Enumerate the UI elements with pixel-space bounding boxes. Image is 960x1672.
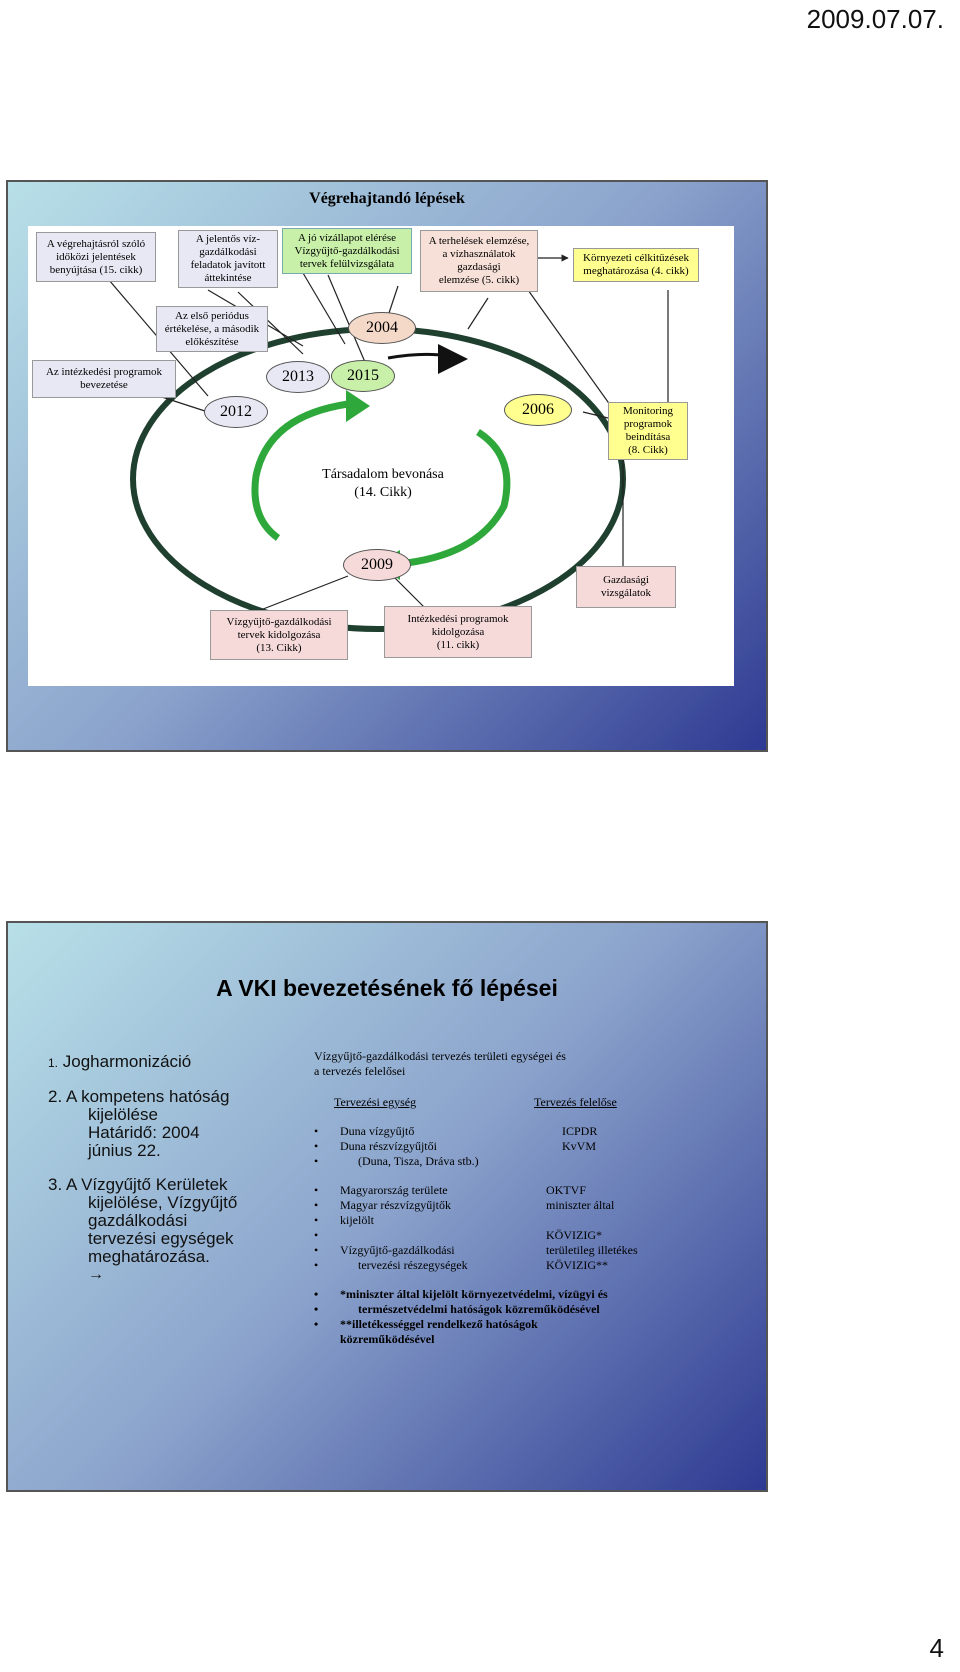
bullet-icon: • bbox=[314, 1139, 319, 1153]
table-row bbox=[314, 1213, 734, 1228]
responsible-body: KvVM bbox=[562, 1139, 597, 1153]
bullet-icon: • bbox=[314, 1228, 319, 1242]
footnote bbox=[314, 1317, 734, 1332]
table-row bbox=[314, 1154, 734, 1169]
footnote bbox=[314, 1332, 734, 1347]
responsible-body bbox=[546, 1213, 734, 1228]
footnote-text: **illetékességgel rendelkező hatóságok bbox=[340, 1317, 538, 1331]
bullet-icon: • bbox=[314, 1258, 319, 1272]
responsible-body: OKTVF bbox=[546, 1183, 587, 1197]
table-row bbox=[314, 1243, 734, 1258]
box-measures-development: Intézkedési programok kidolgozása (11. cikk) bbox=[384, 606, 532, 658]
bullet-icon bbox=[314, 1332, 340, 1347]
box-good-status-review: A jó vízállapot elérése Vízgyűjtő-gazdálkodási tervek felülvizsgálata bbox=[282, 228, 412, 274]
box-pressure-analysis: A terhelések elemzése, a vízhasználatok gazdasági elemzése (5. cikk) bbox=[420, 230, 538, 292]
table-row bbox=[314, 1183, 734, 1198]
box-rbmp-development: Vízgyűjtő-gazdálkodási tervek kidolgozása (13. Cikk) bbox=[210, 610, 348, 660]
footnote-text: természetvédelmi hatóságok közreműködésével bbox=[340, 1302, 600, 1316]
box-water-issues-review: A jelentős víz- gazdálkodási feladatok javított áttekintése bbox=[178, 230, 278, 288]
header-date: 2009.07.07. bbox=[806, 4, 944, 34]
bullet-icon: • bbox=[314, 1317, 319, 1331]
planning-unit: tervezési részegységek bbox=[340, 1258, 468, 1272]
year-2006: 2006 bbox=[504, 394, 572, 426]
planning-unit: kijelölt bbox=[340, 1213, 374, 1227]
page-number: 4 bbox=[929, 1633, 944, 1663]
bullet-icon: • bbox=[314, 1124, 319, 1138]
responsible-body: területileg illetékes bbox=[546, 1243, 638, 1257]
bullet-icon: • bbox=[314, 1154, 319, 1168]
bullet-icon: • bbox=[314, 1213, 319, 1227]
list-item: 3. A Vízgyűjtő Kerületek kijelölése, Vízgyűjtő gazdálkodási tervezési egységek meghatározása. → bbox=[48, 1176, 288, 1284]
slide-vki-steps bbox=[6, 921, 768, 1492]
bullet-icon: • bbox=[314, 1183, 319, 1197]
planning-units-panel bbox=[314, 1049, 734, 1347]
planning-unit: Magyar részvízgyűjtők bbox=[340, 1198, 451, 1212]
planning-unit: Duna vízgyűjtő bbox=[340, 1124, 415, 1138]
planning-unit: Magyarország területe bbox=[340, 1183, 448, 1197]
panel-intro: a tervezés felelősei bbox=[314, 1064, 406, 1078]
responsible-body bbox=[546, 1154, 734, 1169]
green-arrow-top-icon bbox=[346, 390, 370, 422]
table-row bbox=[314, 1124, 734, 1139]
year-2012: 2012 bbox=[204, 396, 268, 428]
box-environmental-objectives: Környezeti célkitűzések meghatározása (4. cikk) bbox=[573, 248, 699, 282]
table-row bbox=[314, 1198, 734, 1213]
planning-unit: Duna részvízgyűjtői bbox=[340, 1139, 437, 1153]
box-interim-reports: A végrehajtásról szóló időközi jelentések benyújtása (15. cikk) bbox=[36, 232, 156, 282]
box-economic-studies: Gazdasági vizsgálatok bbox=[576, 566, 676, 608]
list-item: 2. A kompetens hatóság kijelölése Határidő: 2004 június 22. bbox=[48, 1087, 230, 1160]
year-2015: 2015 bbox=[331, 360, 395, 392]
footnote-text: *miniszter által kijelölt környezetvédelmi, vízügyi és bbox=[340, 1287, 608, 1301]
planning-unit bbox=[340, 1228, 546, 1243]
footnote bbox=[314, 1287, 734, 1302]
planning-unit: Vízgyűjtő-gazdálkodási bbox=[340, 1243, 455, 1257]
public-participation-label: Társadalom bevonása (14. Cikk) bbox=[322, 467, 444, 500]
year-2004: 2004 bbox=[348, 312, 416, 344]
box-measures-introduction: Az intézkedési programok bevezetése bbox=[32, 360, 176, 398]
responsible-body: KÖVIZIG* bbox=[546, 1228, 602, 1242]
year-2013: 2013 bbox=[266, 361, 330, 393]
slide-steps bbox=[6, 180, 768, 752]
box-monitoring: Monitoring programok beindítása (8. Cikk) bbox=[608, 402, 688, 460]
bullet-icon: • bbox=[314, 1287, 319, 1301]
column-header-responsible: Tervezés felelőse bbox=[534, 1095, 617, 1109]
responsible-body: miniszter által bbox=[546, 1198, 615, 1212]
footnote-text: közreműködésével bbox=[340, 1332, 435, 1346]
planning-unit: (Duna, Tisza, Dráva stb.) bbox=[340, 1154, 479, 1168]
bullet-icon: • bbox=[314, 1243, 319, 1257]
table-row bbox=[314, 1139, 734, 1154]
list-item: 1. Jogharmonizáció bbox=[48, 1052, 192, 1071]
year-2009: 2009 bbox=[343, 549, 411, 581]
responsible-body: KÖVIZIG** bbox=[546, 1258, 608, 1272]
cycle-arrow-icon bbox=[438, 344, 468, 374]
table-row bbox=[314, 1228, 734, 1243]
slide1-title: Végrehajtandó lépések bbox=[309, 190, 465, 207]
bullet-icon: • bbox=[314, 1198, 319, 1212]
steps-diagram bbox=[28, 226, 734, 686]
table-row bbox=[314, 1258, 734, 1273]
panel-intro: Vízgyűjtő-gazdálkodási tervezés területi egységei és bbox=[314, 1049, 566, 1063]
box-first-period-evaluation: Az első periódus értékelése, a második előkészítése bbox=[156, 306, 268, 352]
slide2-title: A VKI bevezetésének fő lépései bbox=[216, 975, 558, 1001]
arrow-right-icon: → bbox=[88, 1266, 104, 1283]
responsible-body: ICPDR bbox=[562, 1124, 598, 1138]
steps-list bbox=[48, 1053, 288, 1300]
column-header-unit: Tervezési egység bbox=[334, 1095, 417, 1109]
footnote bbox=[314, 1302, 734, 1317]
bullet-icon: • bbox=[314, 1302, 319, 1316]
